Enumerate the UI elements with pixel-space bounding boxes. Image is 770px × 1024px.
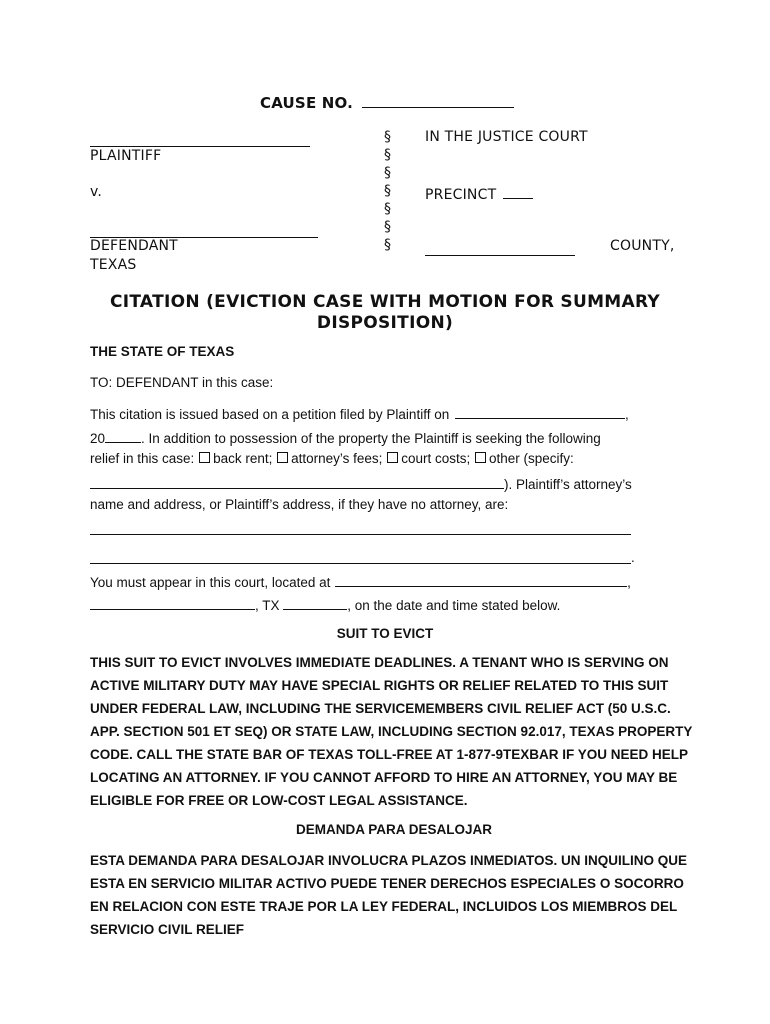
cause-number	[260, 93, 514, 112]
section-symbol: §	[384, 183, 391, 199]
appear-line-1	[90, 572, 631, 590]
zip-blank[interactable]	[283, 595, 347, 610]
suit-warning-text: THIS SUIT TO EVICT INVOLVES IMMEDIATE DEADLINES. A TENANT WHO IS SERVING ON ACTIVE MILITARY DUTY MAY HAVE SPECIAL RIGHTS OR RELIEF RELATED TO THIS SUIT UNDER FEDERAL LAW, INCLUDING THE SERVICEMEMBERS CIVIL RELIEF ACT (50 U.S.C. APP. SECTION 501 ET SEQ) OR STATE LAW, INCLUDING SECTION 92.017, TEXAS PROPERTY CODE. CALL THE STATE BAR OF TEXAS TOLL-FREE AT 1-877-9TEXBAR IF YOU NEED HELP LOCATING AN ATTORNEY. IF YOU CANNOT AFFORD TO HIRE AN ATTORNEY, YOU MAY BE ELIGIBLE FOR FREE OR LOW-COST LEGAL ASSISTANCE.	[90, 655, 693, 808]
county-label: COUNTY,	[610, 238, 675, 254]
precinct-label: PRECINCT	[425, 187, 497, 203]
back-rent-checkbox[interactable]	[199, 452, 210, 463]
attorney-fees-label: attorney’s fees;	[291, 451, 383, 466]
plaintiff-label: PLAINTIFF	[90, 148, 162, 164]
tx-label: , TX	[255, 598, 280, 613]
year-blank[interactable]	[105, 428, 141, 443]
precinct-field	[425, 184, 533, 203]
court-costs-label: court costs;	[401, 451, 471, 466]
address-blank-1[interactable]	[90, 534, 631, 535]
date-time-text: , on the date and time stated below.	[347, 598, 561, 613]
address-period: .	[631, 550, 635, 565]
section-symbol: §	[384, 237, 391, 253]
address-blank-2[interactable]	[90, 563, 631, 564]
other-checkbox[interactable]	[475, 452, 486, 463]
cause-number-label: CAUSE NO.	[260, 94, 354, 112]
plaintiff-name-blank[interactable]	[90, 146, 310, 147]
petition-line-2	[90, 428, 601, 446]
court-label: IN THE JUSTICE COURT	[425, 129, 588, 145]
relief-options-line	[90, 451, 574, 466]
comma: ,	[624, 407, 629, 422]
section-symbol: §	[384, 129, 391, 145]
state-heading: THE STATE OF TEXAS	[90, 344, 235, 359]
specify-line	[90, 474, 632, 492]
suit-heading: SUIT TO EVICT	[336, 626, 434, 641]
other-specify-blank[interactable]	[90, 474, 504, 489]
demanda-heading: DEMANDA PARA DESALOJAR	[295, 822, 492, 837]
comma: ,	[627, 575, 631, 590]
petition-text: This citation is issued based on a petition filed by Plaintiff on	[90, 407, 450, 422]
petition-line-1	[90, 404, 629, 422]
appear-line-2	[90, 595, 560, 613]
versus-label: v.	[90, 184, 103, 200]
defendant-label: DEFENDANT	[90, 238, 178, 254]
possession-text: . In addition to possession of the property the Plaintiff is seeking the following	[141, 431, 601, 446]
to-defendant: TO: DEFENDANT in this case:	[90, 375, 274, 390]
year-prefix: 20	[90, 431, 106, 446]
section-symbol: §	[384, 201, 391, 217]
back-rent-label: back rent;	[213, 451, 273, 466]
demanda-warning-text: ESTA DEMANDA PARA DESALOJAR INVOLUCRA PLAZOS INMEDIATOS. UN INQUILINO QUE ESTA EN SERVICIO MILITAR ACTIVO PUEDE TENER DERECHOS ESPECIALES O SOCORRO EN RELACION CON ESTE TRAJE POR LA LEY FEDERAL, INCLUIDOS LOS MIEMBROS DEL SERVICIO CIVIL RELIEF	[90, 853, 688, 937]
precinct-blank[interactable]	[503, 184, 533, 199]
court-location-blank[interactable]	[335, 572, 627, 587]
address-instruction: name and address, or Plaintiff’s address, if they have no attorney, are:	[90, 497, 509, 512]
attorney-fees-checkbox[interactable]	[277, 452, 288, 463]
cause-number-blank[interactable]	[362, 93, 514, 108]
texas-label: TEXAS	[90, 257, 137, 273]
attorney-text: ). Plaintiff’s attorney’s	[504, 477, 632, 492]
document-title: CITATION (EVICTION CASE WITH MOTION FOR SUMMARY DISPOSITION)	[109, 292, 661, 333]
section-symbol: §	[384, 219, 391, 235]
court-costs-checkbox[interactable]	[387, 452, 398, 463]
other-label: other (specify:	[488, 451, 574, 466]
petition-date-blank[interactable]	[455, 404, 625, 419]
appear-text: You must appear in this court, located at	[90, 575, 331, 590]
section-symbol: §	[384, 147, 391, 163]
section-symbol: §	[384, 165, 391, 181]
city-blank[interactable]	[90, 595, 255, 610]
relief-label: relief in this case:	[90, 451, 195, 466]
county-name-blank[interactable]	[425, 255, 575, 256]
